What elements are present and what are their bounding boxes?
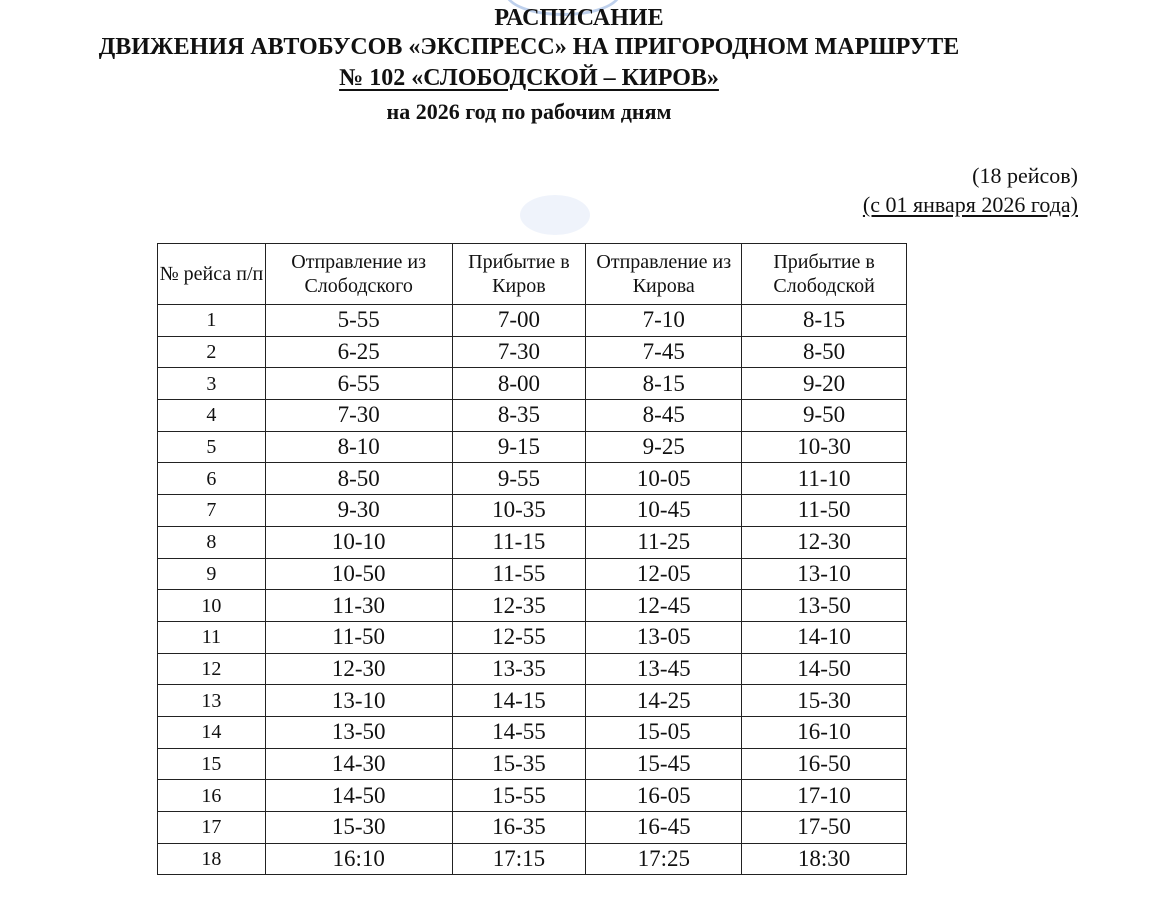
- arrive-slobodskoy-time: 12-30: [742, 526, 907, 558]
- depart-slobodskoy-time: 16:10: [265, 843, 452, 875]
- table-row: [158, 843, 907, 875]
- trip-number: 7: [158, 495, 266, 527]
- arrive-kirov-time: 11-55: [452, 558, 586, 590]
- arrive-slobodskoy-time: 17-10: [742, 780, 907, 812]
- arrive-slobodskoy-time: 13-50: [742, 590, 907, 622]
- trip-number: 6: [158, 463, 266, 495]
- table-row: [158, 431, 907, 463]
- arrive-kirov-time: 8-35: [452, 400, 586, 432]
- trip-number-header: № рейса п/п: [158, 244, 266, 305]
- depart-slobodskoy-time: 10-10: [265, 526, 452, 558]
- trip-number: 9: [158, 558, 266, 590]
- depart-slobodskoy-time: 6-55: [265, 368, 452, 400]
- arrive-kirov-header: Прибытие в Киров: [452, 244, 586, 305]
- arrive-kirov-time: 17:15: [452, 843, 586, 875]
- depart-kirov-time: 7-10: [586, 305, 742, 337]
- table-row: [158, 495, 907, 527]
- arrive-kirov-time: 7-00: [452, 305, 586, 337]
- depart-kirov-time: 13-45: [586, 653, 742, 685]
- arrive-kirov-time: 9-15: [452, 431, 586, 463]
- valid-from-date: (с 01 января 2026 года): [862, 192, 1078, 217]
- table-row: [158, 812, 907, 844]
- arrive-slobodskoy-time: 9-50: [742, 400, 907, 432]
- stamp-smudge: [520, 195, 590, 235]
- depart-slobodskoy-time: 14-50: [265, 780, 452, 812]
- arrive-slobodskoy-time: 10-30: [742, 431, 907, 463]
- arrive-slobodskoy-time: 14-10: [742, 621, 907, 653]
- table-row: [158, 590, 907, 622]
- arrive-kirov-time: 14-55: [452, 716, 586, 748]
- document-subtitle: ДВИЖЕНИЯ АВТОБУСОВ «ЭКСПРЕСС» НА ПРИГОРОДНОМ МАРШРУТЕ: [98, 34, 960, 60]
- depart-kirov-time: 14-25: [586, 685, 742, 717]
- depart-slobodskoy-time: 15-30: [265, 812, 452, 844]
- arrive-kirov-time: 14-15: [452, 685, 586, 717]
- depart-kirov-time: 15-45: [586, 748, 742, 780]
- arrive-kirov-time: 11-15: [452, 526, 586, 558]
- schedule-period: на 2026 год по рабочим дням: [386, 99, 672, 124]
- trip-number: 5: [158, 431, 266, 463]
- depart-slobodskoy-time: 13-10: [265, 685, 452, 717]
- arrive-slobodskoy-time: 16-50: [742, 748, 907, 780]
- table-row: [158, 780, 907, 812]
- trip-number: 16: [158, 780, 266, 812]
- trip-number: 15: [158, 748, 266, 780]
- depart-slobodskoy-time: 14-30: [265, 748, 452, 780]
- depart-kirov-time: 16-05: [586, 780, 742, 812]
- arrive-slobodskoy-time: 17-50: [742, 812, 907, 844]
- depart-kirov-time: 11-25: [586, 526, 742, 558]
- trip-count: (18 рейсов): [972, 163, 1078, 188]
- arrive-slobodskoy-time: 8-15: [742, 305, 907, 337]
- schedule-table: [157, 243, 907, 875]
- table-row: [158, 653, 907, 685]
- table-body: [158, 305, 907, 875]
- arrive-kirov-time: 9-55: [452, 463, 586, 495]
- depart-kirov-time: 8-45: [586, 400, 742, 432]
- arrive-kirov-time: 8-00: [452, 368, 586, 400]
- trip-number: 18: [158, 843, 266, 875]
- table-row: [158, 336, 907, 368]
- arrive-slobodskoy-time: 13-10: [742, 558, 907, 590]
- depart-slobodskoy-time: 5-55: [265, 305, 452, 337]
- depart-kirov-time: 16-45: [586, 812, 742, 844]
- trip-number: 1: [158, 305, 266, 337]
- depart-slobodskoy-time: 8-50: [265, 463, 452, 495]
- arrive-kirov-time: 13-35: [452, 653, 586, 685]
- table-row: [158, 305, 907, 337]
- depart-kirov-time: 13-05: [586, 621, 742, 653]
- depart-kirov-time: 10-45: [586, 495, 742, 527]
- depart-kirov-time: 8-15: [586, 368, 742, 400]
- trip-number: 2: [158, 336, 266, 368]
- table-row: [158, 558, 907, 590]
- arrive-kirov-time: 12-55: [452, 621, 586, 653]
- table-row: [158, 463, 907, 495]
- route-name-text: № 102 «СЛОБОДСКОЙ – КИРОВ»: [339, 65, 719, 91]
- arrive-slobodskoy-time: 18:30: [742, 843, 907, 875]
- trip-number: 3: [158, 368, 266, 400]
- depart-kirov-time: 12-05: [586, 558, 742, 590]
- depart-slobodskoy-time: 11-50: [265, 621, 452, 653]
- depart-slobodskoy-time: 6-25: [265, 336, 452, 368]
- depart-kirov-time: 15-05: [586, 716, 742, 748]
- table-row: [158, 716, 907, 748]
- table-row: [158, 748, 907, 780]
- depart-slobodskoy-time: 11-30: [265, 590, 452, 622]
- table-row: [158, 368, 907, 400]
- trip-number: 12: [158, 653, 266, 685]
- arrive-slobodskoy-time: 15-30: [742, 685, 907, 717]
- arrive-kirov-time: 15-35: [452, 748, 586, 780]
- arrive-kirov-time: 10-35: [452, 495, 586, 527]
- depart-slobodskoy-time: 10-50: [265, 558, 452, 590]
- arrive-slobodskoy-header: Прибытие в Слободской: [742, 244, 907, 305]
- arrive-slobodskoy-time: 11-50: [742, 495, 907, 527]
- arrive-kirov-time: 12-35: [452, 590, 586, 622]
- depart-slobodskoy-time: 13-50: [265, 716, 452, 748]
- arrive-kirov-time: 16-35: [452, 812, 586, 844]
- arrive-slobodskoy-time: 9-20: [742, 368, 907, 400]
- depart-kirov-time: 7-45: [586, 336, 742, 368]
- depart-slobodskoy-time: 7-30: [265, 400, 452, 432]
- arrive-slobodskoy-time: 11-10: [742, 463, 907, 495]
- trip-number: 14: [158, 716, 266, 748]
- trip-number: 17: [158, 812, 266, 844]
- arrive-kirov-time: 7-30: [452, 336, 586, 368]
- table-header-row: [158, 244, 907, 305]
- depart-kirov-time: 17:25: [586, 843, 742, 875]
- depart-slobodskoy-time: 12-30: [265, 653, 452, 685]
- table-row: [158, 526, 907, 558]
- trip-number: 4: [158, 400, 266, 432]
- trip-number: 13: [158, 685, 266, 717]
- depart-kirov-time: 12-45: [586, 590, 742, 622]
- table-row: [158, 621, 907, 653]
- depart-kirov-time: 9-25: [586, 431, 742, 463]
- table-row: [158, 400, 907, 432]
- route-name: [0, 64, 1108, 92]
- arrive-kirov-time: 15-55: [452, 780, 586, 812]
- document-title: РАСПИСАНИЕ: [494, 5, 664, 31]
- depart-slobodskoy-time: 9-30: [265, 495, 452, 527]
- trip-number: 10: [158, 590, 266, 622]
- depart-kirov-time: 10-05: [586, 463, 742, 495]
- arrive-slobodskoy-time: 16-10: [742, 716, 907, 748]
- trip-number: 11: [158, 621, 266, 653]
- table-row: [158, 685, 907, 717]
- trip-number: 8: [158, 526, 266, 558]
- depart-slobodskoy-header: Отправление из Слободского: [265, 244, 452, 305]
- depart-slobodskoy-time: 8-10: [265, 431, 452, 463]
- arrive-slobodskoy-time: 14-50: [742, 653, 907, 685]
- depart-kirov-header: Отправление из Кирова: [586, 244, 742, 305]
- arrive-slobodskoy-time: 8-50: [742, 336, 907, 368]
